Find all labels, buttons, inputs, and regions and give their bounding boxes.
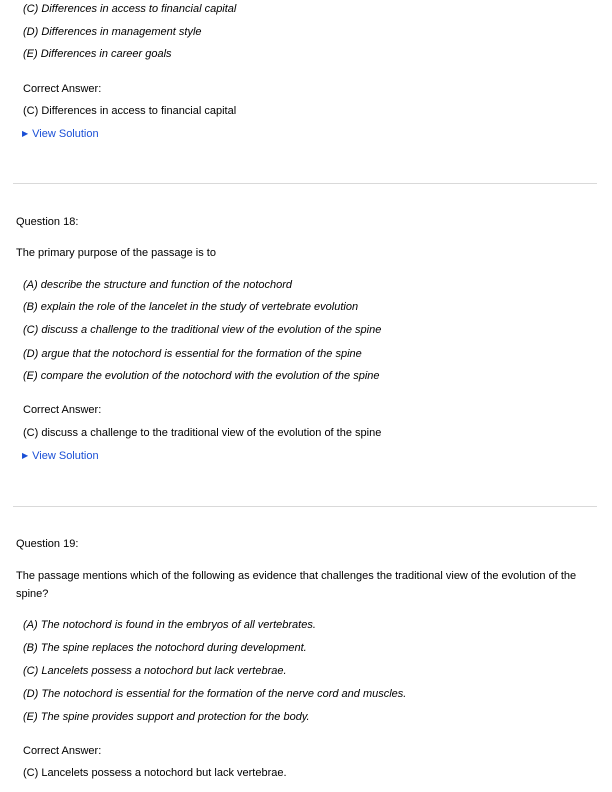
correct-answer-text: (C) Differences in access to financial capital <box>23 105 237 117</box>
answer-option: (A) The notochord is found in the embryos of all vertebrates. <box>23 619 316 631</box>
question-divider <box>13 183 597 184</box>
answer-option: (D) The notochord is essential for the formation of the nerve cord and muscles. <box>23 688 407 700</box>
answer-option: (C) Lancelets possess a notochord but lack vertebrae. <box>23 665 287 677</box>
correct-answer-text: (C) discuss a challenge to the traditional view of the evolution of the spine <box>23 427 382 439</box>
answer-option: (B) The spine replaces the notochord during development. <box>23 642 307 654</box>
question-divider <box>13 506 597 507</box>
answer-option: (B) explain the role of the lancelet in the study of vertebrate evolution <box>23 301 359 313</box>
view-solution-label: View Solution <box>32 128 99 140</box>
answer-option: (C) discuss a challenge to the traditional view of the evolution of the spine <box>23 324 382 336</box>
correct-answer-label: Correct Answer: <box>23 404 102 416</box>
correct-answer-label: Correct Answer: <box>23 745 102 757</box>
view-solution-toggle[interactable] <box>22 128 99 140</box>
expand-triangle-icon: ▶ <box>22 451 29 460</box>
correct-answer-text: (C) Lancelets possess a notochord but lack vertebrae. <box>23 767 287 779</box>
answer-option: (E) The spine provides support and protection for the body. <box>23 711 310 723</box>
expand-triangle-icon: ▶ <box>22 129 29 138</box>
answer-option: (D) argue that the notochord is essential for the formation of the spine <box>23 348 362 360</box>
answer-option: (C) Differences in access to financial capital <box>23 3 237 15</box>
question-text: The primary purpose of the passage is to <box>16 247 216 259</box>
view-solution-toggle[interactable] <box>22 450 99 462</box>
question-text: The passage mentions which of the following as evidence that challenges the traditional view of the evolution of the spine? <box>16 570 577 600</box>
answer-option: (D) Differences in management style <box>23 26 202 38</box>
question-title: Question 19: <box>16 538 79 550</box>
answer-option: (E) Differences in career goals <box>23 48 172 60</box>
question-title: Question 18: <box>16 216 79 228</box>
view-solution-label: View Solution <box>32 450 99 462</box>
answer-option: (E) compare the evolution of the notochord with the evolution of the spine <box>23 370 380 382</box>
answer-option: (A) describe the structure and function of the notochord <box>23 279 293 291</box>
correct-answer-label: Correct Answer: <box>23 83 102 95</box>
